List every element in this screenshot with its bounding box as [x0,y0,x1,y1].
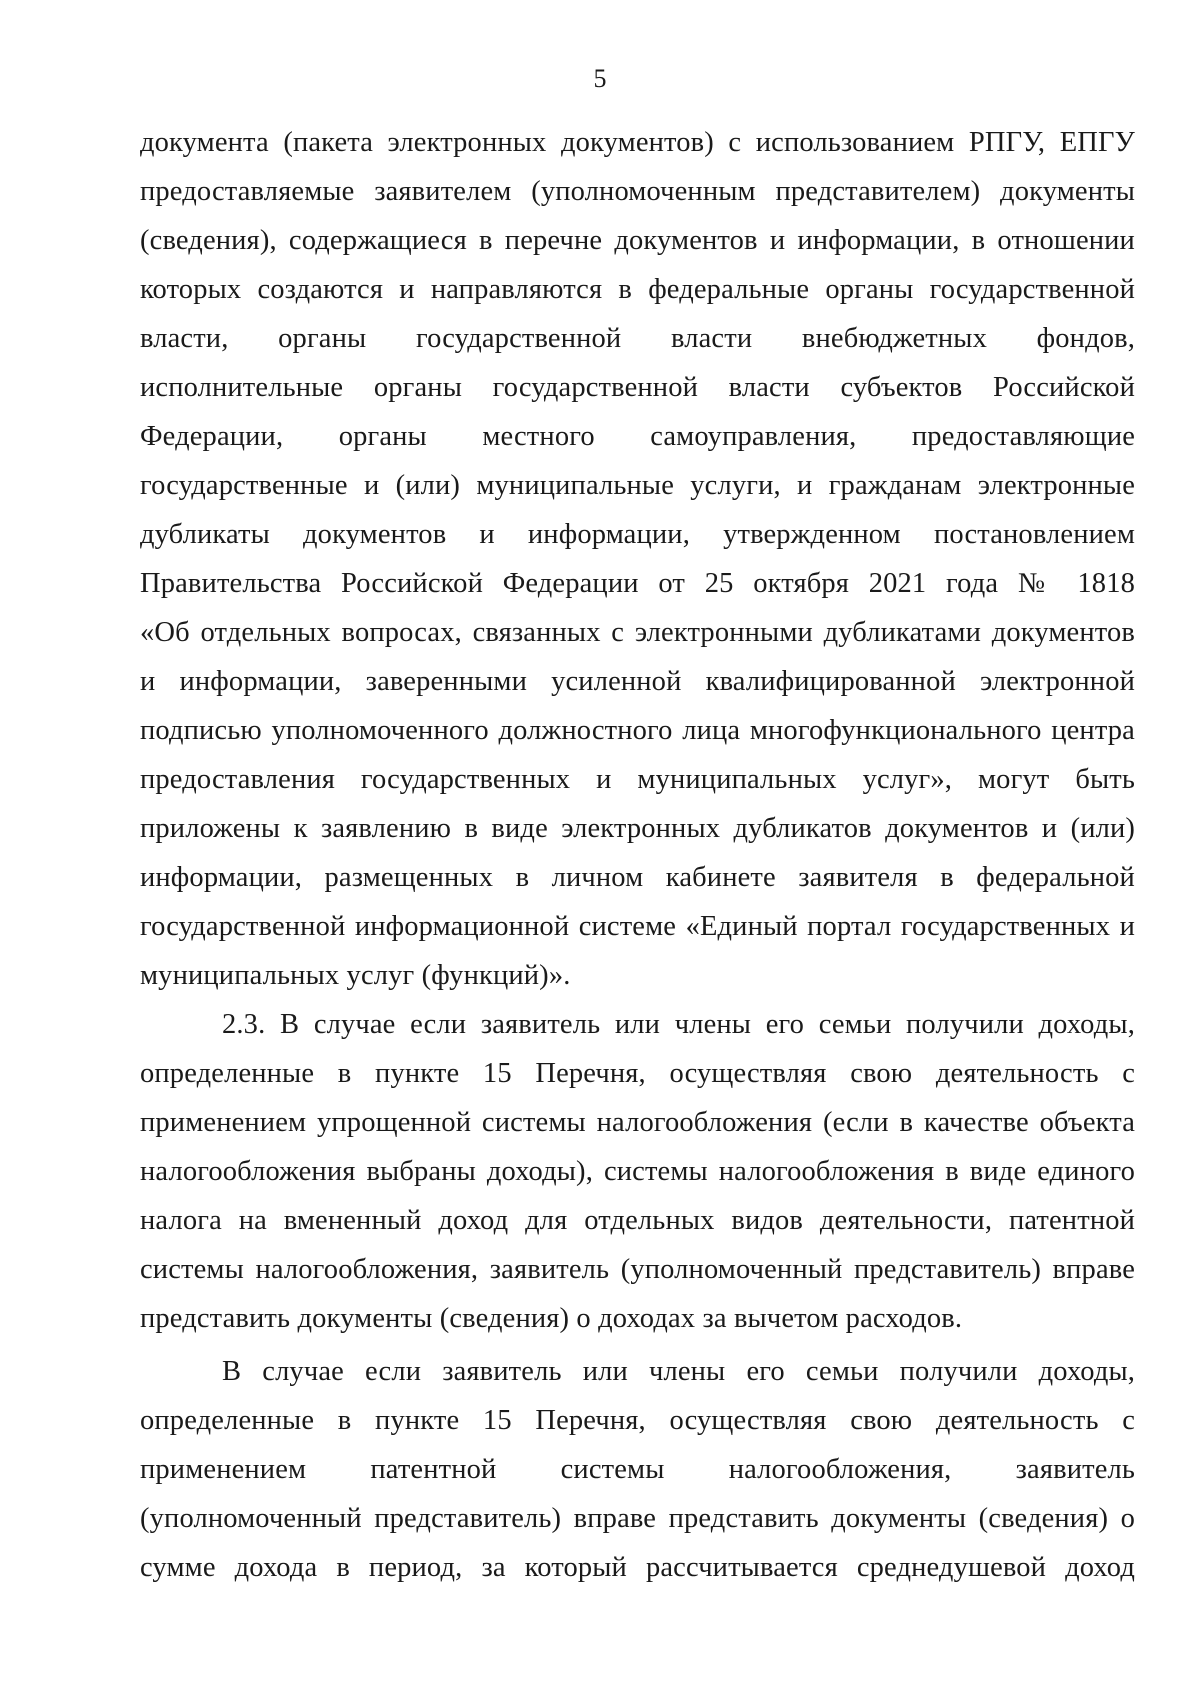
text-line: предоставления государственных и муниципальных услуг», могут быть [140,764,1135,795]
text-line: которых создаются и направляются в федеральные органы государственной [140,274,1135,305]
text-line: представить документы (сведения) о доходах за вычетом расходов. [140,1303,963,1334]
text-line: информации, размещенных в личном кабинете заявителя в федеральной [140,862,1135,893]
text-line: документа (пакета электронных документов) с использованием РПГУ, ЕПГУ [140,127,1135,158]
paragraph-2-3 [140,1000,1135,1343]
text-line: государственные и (или) муниципальные услуги, и гражданам электронные [140,470,1135,501]
text-line: применением патентной системы налогообложения, заявитель [140,1454,1135,1485]
document-body [140,118,1135,1592]
text-line: подписью уполномоченного должностного лица многофункционального центра [140,715,1135,746]
text-line: сумме дохода в период, за который рассчитывается среднедушевой доход [140,1552,1135,1583]
text-line: исполнительные органы государственной власти субъектов Российской [140,372,1135,403]
text-line: предоставляемые заявителем (уполномоченным представителем) документы [140,176,1135,207]
text-line: налогообложения выбраны доходы), системы налогообложения в виде единого [140,1156,1135,1187]
paragraph-3 [140,1347,1135,1592]
text-line: 2.3. В случае если заявитель или члены его семьи получили доходы, [222,1009,1135,1040]
text-line: налога на вмененный доход для отдельных видов деятельности, патентной [140,1205,1135,1236]
page-number: 5 [593,64,607,93]
text-line: государственной информационной системе «Единый портал государственных и [140,911,1135,942]
text-line: Правительства Российской Федерации от 25 октября 2021 года № 1818 [140,568,1135,599]
text-line: применением упрощенной системы налогообложения (если в качестве объекта [140,1107,1135,1138]
text-line: «Об отдельных вопросах, связанных с электронными дубликатами документов [140,617,1135,648]
text-line: Федерации, органы местного самоуправления, предоставляющие [140,421,1135,452]
paragraph-1 [140,118,1135,1000]
text-line: определенные в пункте 15 Перечня, осуществляя свою деятельность с [140,1058,1135,1089]
text-line: дубликаты документов и информации, утвержденном постановлением [140,519,1135,550]
text-line: системы налогообложения, заявитель (уполномоченный представитель) вправе [140,1254,1135,1285]
text-line: (уполномоченный представитель) вправе представить документы (сведения) о [140,1503,1135,1534]
text-line: определенные в пункте 15 Перечня, осуществляя свою деятельность с [140,1405,1135,1436]
text-line: приложены к заявлению в виде электронных дубликатов документов и (или) [140,813,1135,844]
text-line: муниципальных услуг (функций)». [140,960,571,991]
text-line: власти, органы государственной власти внебюджетных фондов, [140,323,1135,354]
text-line: и информации, заверенными усиленной квалифицированной электронной [140,666,1135,697]
text-line: (сведения), содержащиеся в перечне документов и информации, в отношении [140,225,1135,256]
text-line: В случае если заявитель или члены его семьи получили доходы, [222,1356,1135,1387]
